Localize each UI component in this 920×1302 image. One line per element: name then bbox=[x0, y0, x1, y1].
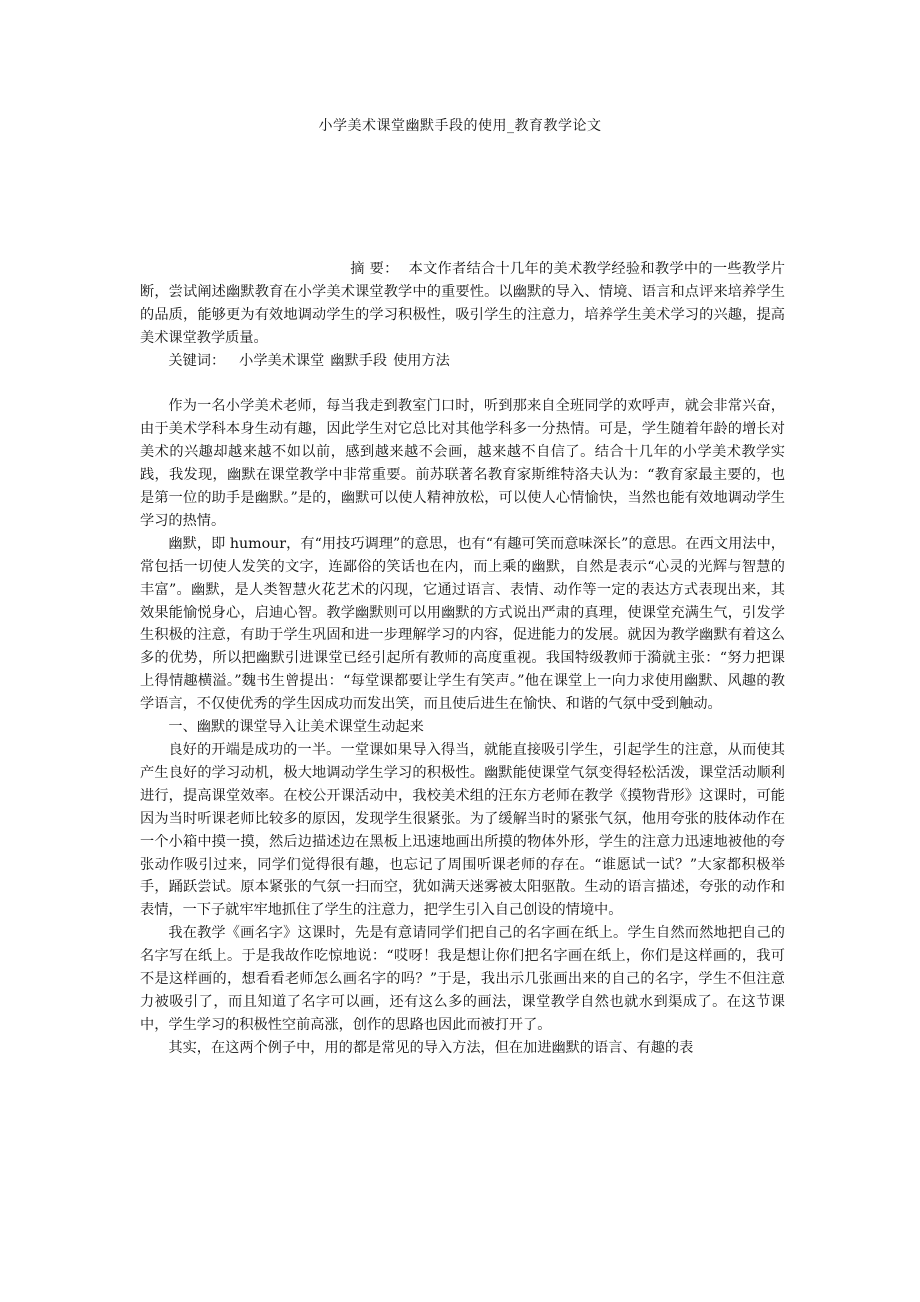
abstract-label: 摘 要： bbox=[350, 261, 399, 277]
abstract-text: 本文作者结合十几年的美术教学经验和教学中的一些教学片断，尝试阐述幽默教育在小学美术课堂教学中的重要性。以幽默的导入、情境、语言和点评来培养学生的品质，能够更为有效地调动学生的学习积极性，吸引学生的注意力，培养学生美术学习的兴趣，提高美术课堂教学质量。 bbox=[140, 261, 785, 346]
section-heading: 一、幽默的课堂导入让美术课堂生动起来 bbox=[168, 719, 424, 736]
document-title: 小学美术课堂幽默手段的使用_教育教学论文 bbox=[318, 118, 602, 134]
body-paragraph: 幽默，即 humour，有“用技巧调理”的意思，也有“有趣可笑而意味深长”的意思。在西文用法中，常包括一切使人发笑的文字，连鄙俗的笑话也在内，而上乘的幽默，自然是表示“心灵的光辉与智慧的丰富”。幽默，是人类智慧火花艺术的闪现，它通过语言、表情、动作等一定的表达方式表现出来，其效果能愉悦身心，启迪心智。教学幽默则可以用幽默的方式说出严肃的真理，使课堂充满生气，引发学生积极的注意，有助于学生巩固和进一步理解学习的内容，促进能力的发展。就因为教学幽默有着这么多的优势，所以把幽默引进课堂已经引起所有教师的高度重视。我国特级教师于漪就主张：“努力把课上得情趣横溢。”魏书生曾提出：“每堂课都要让学生有笑声。”他在课堂上一向力求使用幽默、风趣的教学语言，不仅使优秀的学生因成功而发出笑，而且使后进生在愉快、和谐的气氛中受到触动。 bbox=[140, 535, 785, 713]
body-paragraph: 作为一名小学美术老师，每当我走到教室门口时，听到那来自全班同学的欢呼声，就会非常兴奋，由于美术学科本身生动有趣，因此学生对它总比对其他学科多一分热情。可是，学生随着年龄的增长对美术的兴趣却越来越不如以前，感到越来越不会画，越来越不自信了。结合十几年的小学美术教学实践，我发现，幽默在课堂教学中非常重要。前苏联著名教育家斯维特洛夫认为：“教育家最主要的，也是第一位的助手是幽默。”是的，幽默可以使人精神放松，可以使人心情愉快，当然也能有效地调动学生学习的热情。 bbox=[140, 398, 785, 529]
body-paragraph: 其实，在这两个例子中，用的都是常见的导入方法，但在加进幽默的语言、有趣的表 bbox=[168, 1039, 694, 1056]
keyword-item: 小学美术课堂 bbox=[239, 352, 325, 369]
keywords-line bbox=[140, 350, 785, 373]
body-paragraph: 良好的开端是成功的一半。一堂课如果导入得当，就能直接吸引学生，引起学生的注意，从而使其产生良好的学习动机，极大地调动学生学习的积极性。幽默能使课堂气氛变得轻松活泼，课堂活动顺利进行，提高课堂效率。在校公开课活动中，我校美术组的汪东方老师在教学《摸物背形》这课时，可能因为当时听课老师比较多的原因，发现学生很紧张。为了缓解当时的紧张气氛，他用夸张的肢体动作在一个小箱中摸一摸，然后边描述边在黑板上迅速地画出所摸的物体外形，学生的注意力迅速地被他的夸张动作吸引过来，同学们觉得很有趣，也忘记了周围听课老师的存在。“谁愿试一试？”大家都积极举手，踊跃尝试。原本紧张的气氛一扫而空，犹如满天迷雾被太阳驱散。生动的语言描述，夸张的动作和表情，一下子就牢牢地抓住了学生的注意力，把学生引入自己创设的情境中。 bbox=[140, 742, 785, 919]
body-paragraph: 我在教学《画名字》这课时，先是有意请同学们把自己的名字画在纸上。学生自然而然地把自己的名字写在纸上。于是我故作吃惊地说：“哎呀！我是想让你们把名字画在纸上，你们是这样画的，我可不是这样画的，想看看老师怎么画名字的吗？”于是，我出示几张画出来的自己的名字，学生不但注意力被吸引了，而且知道了名字可以画，还有这么多的画法，课堂教学自然也就水到渠成了。在这节课中，学生学习的积极性空前高涨，创作的思路也因此而被打开了。 bbox=[140, 925, 785, 1033]
keyword-item: 使用方法 bbox=[393, 352, 450, 369]
document-body bbox=[140, 258, 785, 1060]
abstract-paragraph bbox=[140, 258, 785, 350]
keywords-label: 关键词： bbox=[168, 352, 226, 369]
keyword-item: 幽默手段 bbox=[330, 352, 388, 369]
